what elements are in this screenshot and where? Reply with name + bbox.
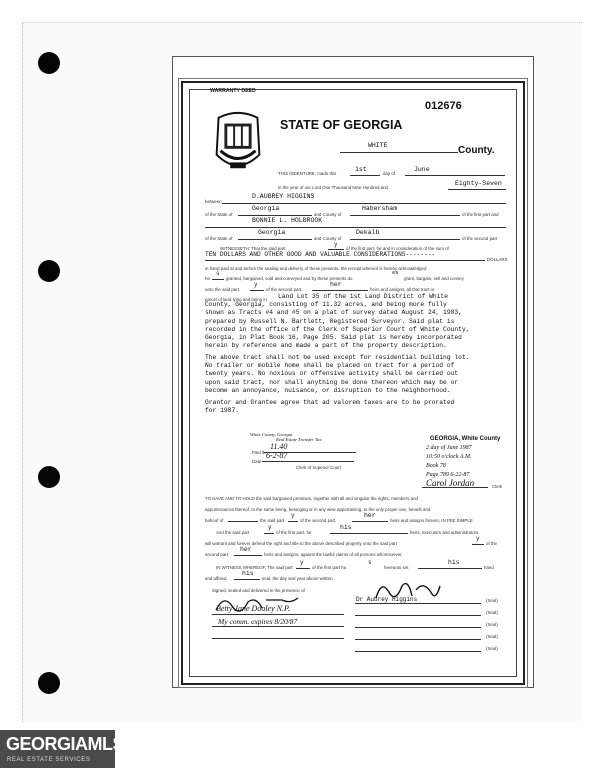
logo-main-text: GEORGIAMLS [6, 734, 125, 754]
seal-label: (Seal) [486, 622, 498, 627]
year-label: in the year of our Lord One Thousand Nine Hundred and [278, 185, 389, 190]
consideration-sum: TEN DOLLARS AND OTHER GOOD AND VALUABLE CONSIDERATIONS-------- [205, 251, 436, 258]
grantor-state: Georgia [252, 205, 280, 212]
year-value: Eighty-Seven [455, 180, 502, 187]
clerk-signature: Carol Jordan [426, 478, 475, 488]
deed-number: 012676 [425, 100, 462, 112]
day-value: 1st [355, 166, 367, 173]
binder-hole [38, 672, 60, 694]
tax-paid-value: 11.40 [270, 442, 288, 451]
recording-stamp: 2 day of June 1987 10:50 o'clock A.M. Book 78 Page 789 6-22-87 [426, 445, 472, 478]
tax-date-value: 6-2-87 [266, 451, 288, 460]
county-label: County. [458, 145, 495, 156]
binder-hole [38, 52, 60, 74]
state-seal-icon [206, 108, 270, 176]
grantee-county: Dekalb [356, 229, 380, 236]
seal-label: (Seal) [486, 646, 498, 651]
logo-sub-text: REAL ESTATE SERVICES [7, 757, 91, 763]
form-title: STATE OF GEORGIA [280, 118, 403, 132]
grantee-name: BONNIE L. HOLBROOK [252, 217, 323, 224]
form-type-label: WARRANTY DEED [210, 88, 256, 94]
month-value: June [414, 166, 430, 173]
tax-proration-paragraph: Grantor and Grantee agree that ad valorem taxes are to be prorated for 1987. [205, 399, 455, 415]
seal-label: (Seal) [486, 610, 498, 615]
restrictions-paragraph: The above tract shall not be used except for residential building lot. No trailer or mobile home shall be placed on tract for a period of twenty years. No noxious or offensive activity shall be carried out upon said tract, nor shall anything be done thereon which may be or become an annoyance, nuisance, or disruption to the neighborhood. [205, 354, 470, 394]
grantee-state: Georgia [258, 229, 286, 236]
georgiamls-logo [0, 730, 125, 768]
grantor-county: Habersham [362, 205, 398, 212]
property-description: Land Lot 35 of the 1st Land District of White [278, 293, 449, 300]
grantor-printed-name: Dr Aubrey Higgins [356, 596, 418, 603]
county-value: WHITE [368, 142, 388, 149]
binder-hole [38, 466, 60, 488]
binder-hole [38, 260, 60, 282]
seal-label: (Seal) [486, 634, 498, 639]
signed-in-presence: Signed, sealed and delivered in the presence of [212, 588, 305, 593]
recording-stamp-title: GEORGIA, White County [430, 436, 501, 442]
transfer-tax-stamp: White County, Georgia Real Estate Transfer Tax [250, 432, 322, 442]
notary-expiration: My comm. expires 8/20/87 [218, 617, 298, 626]
notary-signature: Betty Jane Dooley N.P. [216, 604, 290, 613]
grantor-name: D.AUBREY HIGGINS [252, 193, 315, 200]
seal-label: (Seal) [486, 598, 498, 603]
indenture-label: THIS INDENTURE, made this [278, 171, 337, 176]
